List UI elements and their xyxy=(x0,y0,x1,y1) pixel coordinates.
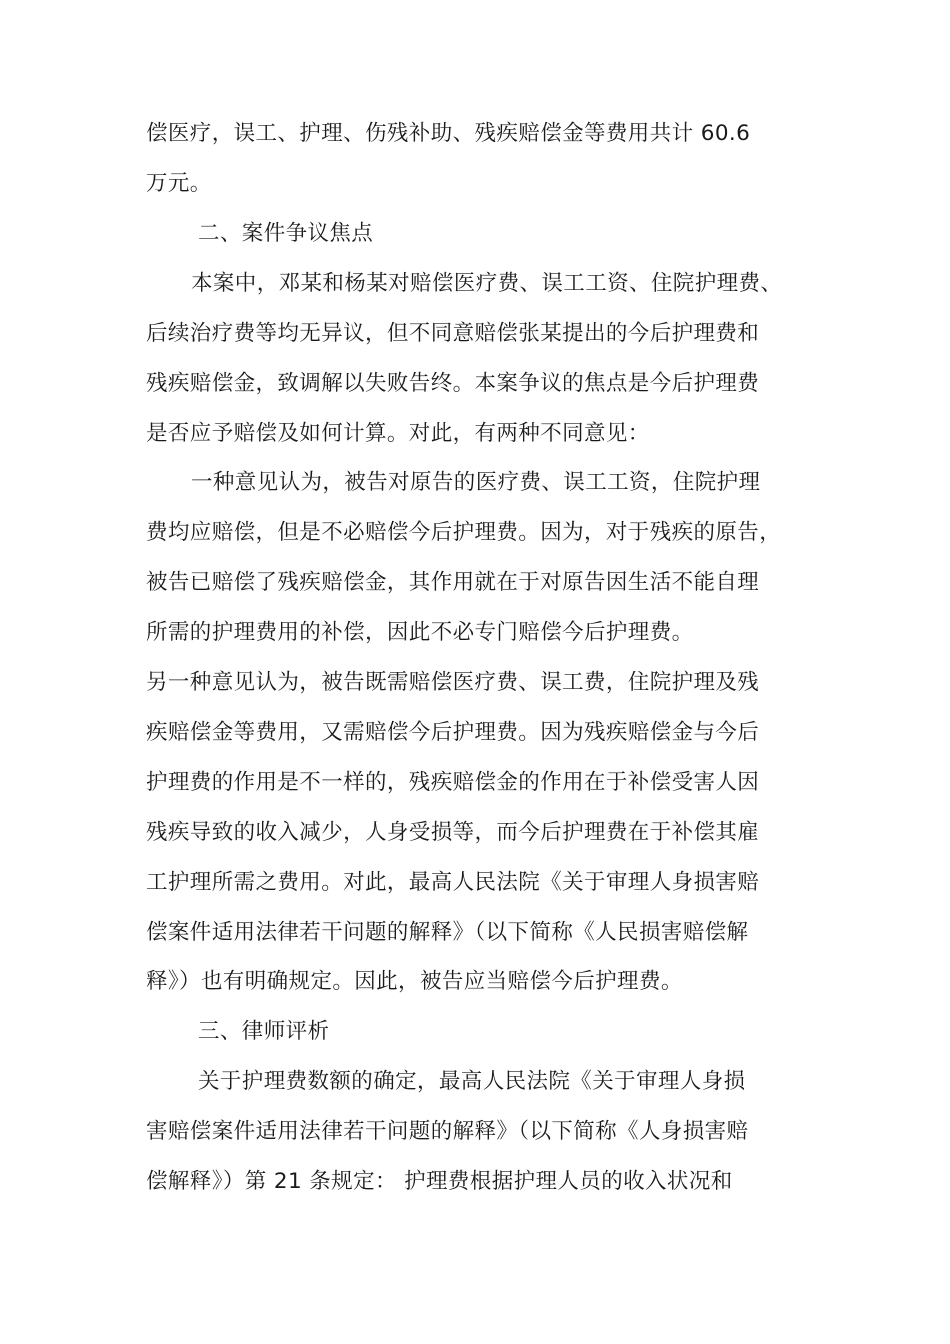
text-line: 护理费的作用是不一样的，残疾赔偿金的作用在于补偿受害人因 xyxy=(146,770,760,795)
text-line: 是否应予赔偿及如何计算。对此，有两种不同意见： xyxy=(146,421,650,446)
text-line: 偿解释》）第 21 条规定： 护理费根据护理人员的收入状况和 xyxy=(146,1169,733,1194)
text-line: 害赔偿案件适用法律若干问题的解释》（以下简称《人身损害赔 xyxy=(146,1119,749,1144)
text-line: 残疾赔偿金，致调解以失败告终。本案争议的焦点是今后护理费 xyxy=(146,371,760,396)
text-line: 本案中，邓某和杨某对赔偿医疗费、误工工资、住院护理费、 xyxy=(191,271,783,296)
text-line: 关于护理费数额的确定，最高人民法院《关于审理人身损 xyxy=(198,1069,746,1094)
text-line: 费均应赔偿，但是不必赔偿今后护理费。因为，对于残疾的原告， xyxy=(146,520,782,545)
text-line: 另一种意见认为，被告既需赔偿医疗费、误工费，住院护理及残 xyxy=(146,670,760,695)
text-line: 疾赔偿金等费用，又需赔偿今后护理费。因为残疾赔偿金与今后 xyxy=(146,720,760,745)
text-line: 万元。 xyxy=(146,171,212,196)
section-heading: 二、案件争议焦点 xyxy=(198,221,374,246)
section-heading: 三、律师评析 xyxy=(198,1019,330,1044)
text-line: 被告已赔偿了残疾赔偿金，其作用就在于对原告因生活不能自理 xyxy=(146,570,760,595)
text-line: 偿案件适用法律若干问题的解释》（以下简称《人民损害赔偿解 xyxy=(146,920,749,945)
text-line: 所需的护理费用的补偿，因此不必专门赔偿今后护理费。 xyxy=(146,620,694,645)
text-line: 后续治疗费等均无异议，但不同意赔偿张某提出的今后护理费和 xyxy=(146,321,760,346)
text-line: 一种意见认为，被告对原告的医疗费、误工工资，住院护理 xyxy=(191,470,761,495)
text-line: 偿医疗，误工、护理、伤残补助、残疾赔偿金等费用共计 60.6 xyxy=(146,121,751,146)
text-line: 工护理所需之费用。对此，最高人民法院《关于审理人身损害赔 xyxy=(146,870,760,895)
text-line: 残疾导致的收入减少，人身受损等，而今后护理费在于补偿其雇 xyxy=(146,820,760,845)
text-line: 释》）也有明确规定。因此，被告应当赔偿今后护理费。 xyxy=(146,969,683,994)
